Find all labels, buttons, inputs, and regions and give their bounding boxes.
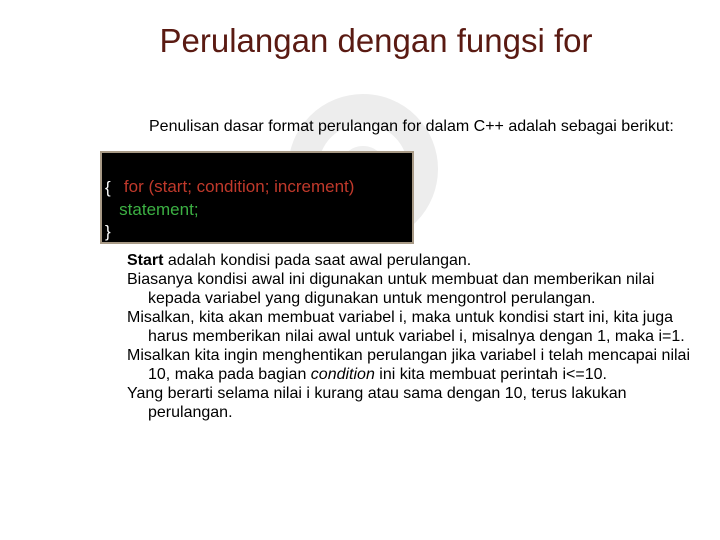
code-open-brace: { [105, 178, 111, 197]
condition-text-post: ini kita membuat perintah i<=10. [374, 366, 607, 383]
intro-text: Penulisan dasar format perulangan for dalam C++ adalah sebagai berikut: [149, 118, 674, 135]
paragraph-start [127, 251, 702, 270]
condition-term: condition [310, 366, 375, 383]
code-keyword-for: for [123, 177, 144, 196]
code-statement: statement; [105, 200, 199, 219]
start-term: Start [127, 252, 164, 269]
paragraph-example-condition [127, 346, 702, 384]
code-for-arguments: (start; condition; increment) [143, 177, 355, 196]
code-close-brace: } [105, 222, 111, 241]
paragraph-example-start: Misalkan, kita akan membuat variabel i, maka untuk kondisi start ini, kita juga harus memberikan nilai awal untuk variabel i, misalnya dengan 1, maka i=1. [127, 309, 685, 345]
condition-text-pre: Misalkan kita ingin menghentikan perulangan jika variabel i telah mencapai nilai 10, maka pada bagian [127, 347, 690, 383]
paragraph-conclusion: Yang berarti selama nilai i kurang atau sama dengan 10, terus lakukan perulangan. [127, 385, 627, 421]
start-definition: adalah kondisi pada saat awal perulangan. [163, 252, 472, 269]
explanation-body [127, 251, 702, 422]
paragraph-initial-condition: Biasanya kondisi awal ini digunakan untuk membuat dan memberikan nilai kepada variabel yang digunakan untuk mengontrol perulangan. [127, 271, 655, 307]
code-block [100, 151, 414, 244]
page-title: Perulangan dengan fungsi for [159, 22, 593, 59]
